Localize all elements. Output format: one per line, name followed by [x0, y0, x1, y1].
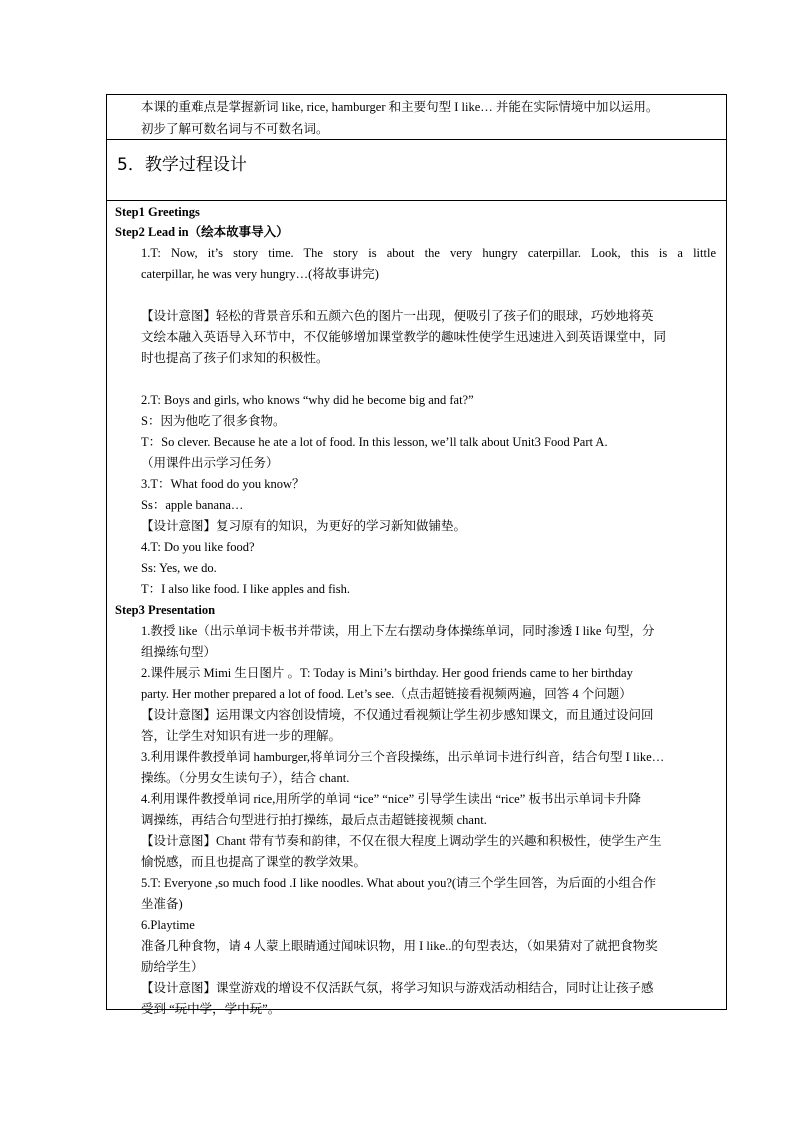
content-line: 【设计意图】复习原有的知识，为更好的学习新知做铺垫。: [141, 519, 467, 533]
content-line: 准备几种食物，请 4 人蒙上眼睛通过闻味识物，用 I like..的句型表达，（如果猜对了就把食物奖: [141, 939, 658, 953]
step-heading: Step2 Lead in（绘本故事导入）: [115, 225, 289, 239]
content-line: 受到 “玩中学，学中玩”。: [141, 1002, 281, 1016]
content-line: 操练。（分男女生读句子），结合 chant.: [141, 771, 350, 785]
content-line: T：I also like food. I like apples and fish.: [141, 582, 350, 596]
content-line: 6.Playtime: [141, 918, 195, 932]
content-line: T：So clever. Because he ate a lot of food. In this lesson, we’ll talk about Unit3 Food Part A.: [141, 435, 608, 449]
step-heading: Step1 Greetings: [115, 205, 200, 219]
content-line: 组操练句型）: [141, 645, 217, 659]
content-line: Ss: Yes, we do.: [141, 561, 217, 575]
content-line: 【设计意图】运用课文内容创设情境，不仅通过看视频让学生初步感知课文，而且通过设问回: [141, 708, 654, 722]
section-heading: 5．教学过程设计: [117, 155, 247, 175]
content-line: party. Her mother prepared a lot of food. Let’s see.（点击超链接看视频两遍，回答 4 个问题）: [141, 687, 632, 701]
content-line: 【设计意图】轻松的背景音乐和五颜六色的图片一出现，便吸引了孩子们的眼球，巧妙地将英: [141, 309, 654, 323]
content-line: 答，让学生对知识有进一步的理解。: [141, 729, 342, 743]
content-line: 愉悦感，而且也提高了课堂的教学效果。: [141, 855, 367, 869]
key-points-line-2: 初步了解可数名词与不可数名词。: [141, 122, 329, 136]
section-heading-row: [107, 140, 726, 201]
content-line: 4.T: Do you like food?: [141, 540, 255, 554]
content-line: 励给学生）: [141, 960, 204, 974]
content-line: 1.T: Now, it’s story time. The story is about the very hungry caterpillar. Look, this is a little: [141, 246, 716, 260]
key-points-line-1: 本课的重难点是掌握新词 like, rice, hamburger 和主要句型 I like… 并能在实际情境中加以运用。: [141, 100, 659, 114]
content-line: S：因为他吃了很多食物。: [141, 414, 286, 428]
content-line: 时也提高了孩子们求知的积极性。: [141, 351, 329, 365]
content-line: 2.课件展示 Mimi 生日图片 。T: Today is Mini’s birthday. Her good friends came to her birthday: [141, 666, 633, 680]
content-line: 3.T：What food do you know？: [141, 477, 305, 491]
content-line: 【设计意图】课堂游戏的增设不仅活跃气氛，将学习知识与游戏活动相结合，同时让让孩子感: [141, 981, 654, 995]
key-points-row: [107, 95, 726, 140]
content-line: Ss：apple banana…: [141, 498, 244, 512]
content-line: 5.T: Everyone ,so much food .I like noodles. What about you?(请三个学生回答，为后面的小组合作: [141, 876, 657, 890]
content-line: 坐准备): [141, 897, 183, 911]
content-line: 调操练，再结合句型进行拍打操练，最后点击超链接视频 chant.: [141, 813, 487, 827]
step-heading: Step3 Presentation: [115, 603, 216, 617]
lesson-plan-table: [106, 94, 727, 1016]
content-line: 文绘本融入英语导入环节中，不仅能够增加课堂教学的趣味性使学生迅速进入到英语课堂中，同: [141, 330, 667, 344]
teaching-process-content: [107, 201, 726, 1016]
content-line: 【设计意图】Chant 带有节奏和韵律，不仅在很大程度上调动学生的兴趣和积极性，使学生产生: [141, 834, 662, 848]
content-line: caterpillar, he was very hungry…(将故事讲完): [141, 267, 379, 281]
content-line: （用课件出示学习任务）: [141, 456, 279, 470]
content-line: 2.T: Boys and girls, who knows “why did he become big and fat?”: [141, 393, 474, 407]
content-line: 3.利用课件教授单词 hamburger,将单词分三个音段操练，出示单词卡进行纠音，结合句型 I like…: [141, 750, 665, 764]
content-line: 1.教授 like（出示单词卡板书并带读，用上下左右摆动身体操练单词，同时渗透 I like 句型，分: [141, 624, 655, 638]
content-line: 4.利用课件教授单词 rice,用所学的单词 “ice” “nice” 引导学生读出 “rice” 板书出示单词卡升降: [141, 792, 641, 806]
